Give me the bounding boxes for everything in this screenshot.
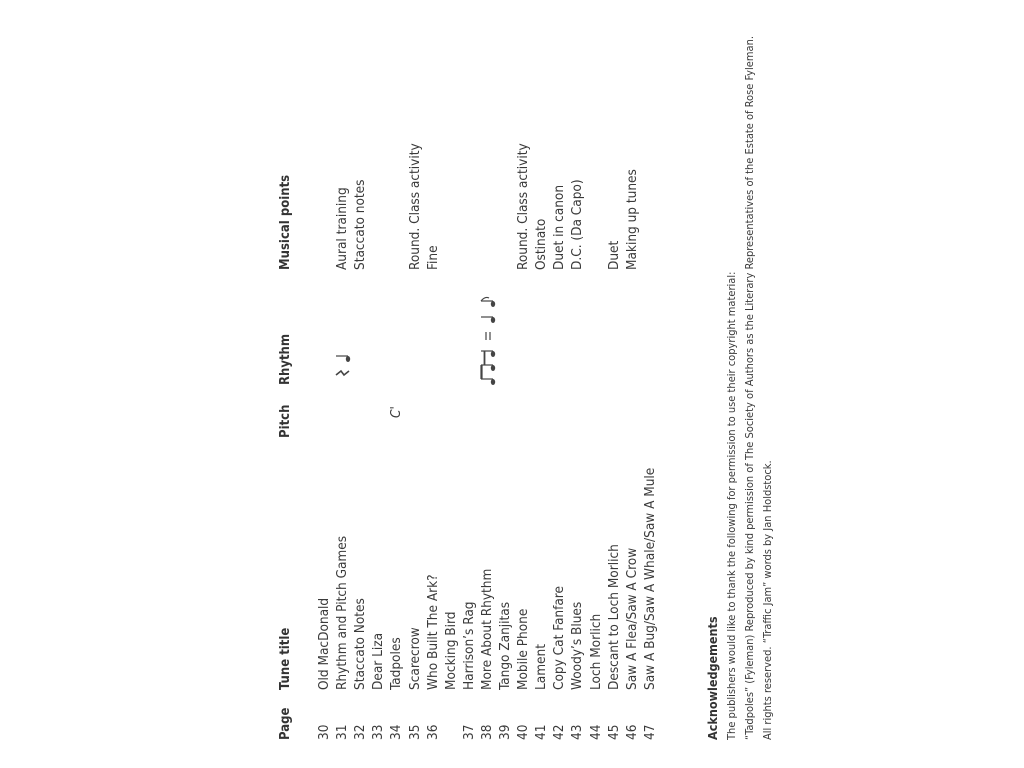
header-musical-points: Musical points xyxy=(278,174,293,270)
table-row xyxy=(624,0,642,740)
table-row xyxy=(479,0,497,740)
row-musical-points: Duet in canon xyxy=(551,184,568,270)
acknowledgements-heading: Acknowledgements xyxy=(705,616,720,740)
table-row xyxy=(569,0,587,740)
row-tune-title: Copy Cat Fanfare xyxy=(551,586,568,690)
row-tune-title: Rhythm and Pitch Games xyxy=(334,535,351,690)
table-row xyxy=(316,0,334,740)
row-tune-title: Scarecrow xyxy=(406,627,423,690)
rhythm-rest-crotchet-icon xyxy=(334,278,352,388)
row-tune-title: Loch Morlich xyxy=(587,613,604,690)
table-row xyxy=(551,0,569,740)
rhythm-swing-equivalence-icon xyxy=(479,278,497,388)
row-musical-points: Ostinato xyxy=(533,218,550,270)
table-row xyxy=(388,0,406,740)
row-page-number: 42 xyxy=(551,724,568,740)
row-tune-title: Tadpoles xyxy=(388,637,405,690)
row-page-number: 37 xyxy=(460,724,477,740)
row-musical-points: Staccato notes xyxy=(352,179,369,270)
row-page-number: 31 xyxy=(334,724,351,740)
row-musical-points: Round. Class activity xyxy=(515,143,532,270)
header-page: Page xyxy=(278,707,293,740)
row-page-number: 45 xyxy=(605,724,622,740)
acknowledgements-section xyxy=(703,0,777,740)
row-page-number: 46 xyxy=(623,724,640,740)
row-page-number: 39 xyxy=(497,724,513,740)
table-row xyxy=(461,0,479,740)
acknowledgements-line: “Tadpoles” (Fyleman) Reproduced by kind permission of The Society of Authors as the Literary Representatives of the Estate of Rose Fyleman. xyxy=(743,36,756,740)
table-row xyxy=(443,0,461,740)
row-page-number: 38 xyxy=(478,724,495,740)
row-musical-points: D.C. (Da Capo) xyxy=(569,179,586,270)
row-page-number: 47 xyxy=(641,724,658,740)
table-row xyxy=(642,0,660,740)
table-row xyxy=(515,0,533,740)
row-tune-title: Dear Liza xyxy=(370,632,387,690)
row-page-number: 44 xyxy=(587,724,604,740)
row-page-number: 36 xyxy=(424,724,441,740)
row-page-number: 30 xyxy=(316,724,332,740)
row-page-number: 35 xyxy=(406,724,423,740)
row-musical-points: Making up tunes xyxy=(623,169,640,270)
table-row xyxy=(352,0,370,740)
row-page-number: 40 xyxy=(515,724,532,740)
acknowledgements-line: All rights reserved. “Traffic Jam” words by Jan Holdstock. xyxy=(761,460,774,740)
header-tune-title: Tune title xyxy=(278,627,293,690)
row-tune-title: Woody’s Blues xyxy=(569,601,586,690)
row-tune-title: Who Built The Ark? xyxy=(424,574,441,690)
row-musical-points: Fine xyxy=(424,245,441,270)
table-row xyxy=(370,0,388,740)
row-tune-title: Old MacDonald xyxy=(316,597,332,690)
header-pitch: Pitch xyxy=(278,404,293,438)
rotated-document-page xyxy=(278,0,978,740)
row-tune-title: Lament xyxy=(533,644,550,690)
row-tune-title: Mobile Phone xyxy=(515,608,532,690)
table-row xyxy=(533,0,551,740)
row-pitch: C' xyxy=(388,406,405,418)
row-page-number: 33 xyxy=(370,724,387,740)
row-tune-title: Staccato Notes xyxy=(352,598,369,690)
table-row xyxy=(334,0,352,740)
row-tune-title: Tango Zanjitas xyxy=(497,601,513,690)
table-row xyxy=(606,0,624,740)
header-rhythm: Rhythm xyxy=(278,333,293,385)
row-tune-title: More About Rhythm xyxy=(478,568,495,690)
acknowledgements-line: The publishers would like to thank the following for permission to use their copyright material: xyxy=(725,271,738,740)
row-page-number: 32 xyxy=(352,724,369,740)
row-musical-points: Round. Class activity xyxy=(406,143,423,270)
row-page-number: 41 xyxy=(533,724,550,740)
table-row xyxy=(497,0,515,740)
table-row xyxy=(407,0,425,740)
row-tune-title: Mocking Bird xyxy=(442,611,459,690)
table-row xyxy=(588,0,606,740)
row-tune-title: Saw A Bug/Saw A Whale/Saw A Mule xyxy=(641,467,658,690)
table-row xyxy=(425,0,443,740)
row-musical-points: Aural training xyxy=(334,187,351,270)
row-musical-points: Duet xyxy=(605,240,622,270)
row-tune-title: Descant to Loch Morlich xyxy=(605,544,622,690)
row-page-number: 34 xyxy=(388,724,405,740)
row-tune-title: Saw A Flea/Saw A Crow xyxy=(623,547,640,690)
row-tune-title: Harrison’s Rag xyxy=(460,601,477,690)
row-page-number: 43 xyxy=(569,724,586,740)
